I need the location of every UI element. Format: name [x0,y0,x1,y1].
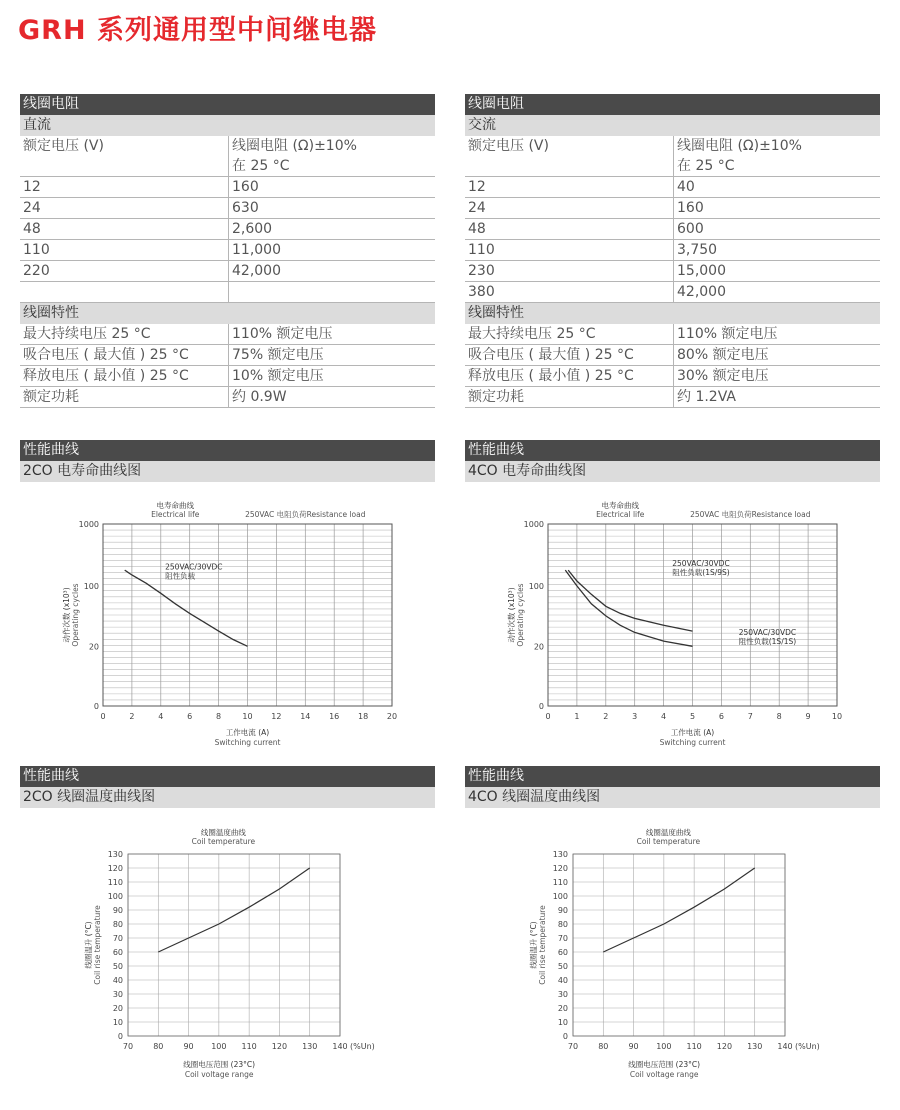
life-chart-2co [50,492,420,754]
x-tick-label: 4 [158,712,164,721]
y-tick-label: 90 [557,906,568,915]
table-row: 额定功耗 约 0.9W [20,387,435,408]
y-tick-label: 20 [112,1004,123,1013]
y-tick-label: 40 [112,976,123,985]
table-row: 释放电压 ( 最小值 ) 25 °C 30% 额定电压 [465,366,880,387]
x-axis-label-en: Switching current [659,738,726,747]
y-tick-label: 20 [88,642,99,652]
x-tick-label: 2 [129,712,135,721]
col-head-voltage: 额定电压 (V) [20,136,229,177]
table-row: 24 160 [465,198,880,219]
ac-resistance-table [465,136,880,303]
page-title: GRH 系列通用型中间继电器 [18,15,377,46]
chart-subtitle: Electrical life [596,510,645,519]
x-tick-label: 130 [747,1042,763,1051]
y-tick-label: 10 [112,1018,123,1027]
ac-coil-subheader: 交流 [465,115,880,136]
series-line [125,570,248,646]
table-row: 230 15,000 [465,261,880,282]
chart-title: 线圈温度曲线 [200,828,246,837]
y-axis-label: 动作次数 (x10³) [62,587,71,643]
y-tick-label: 80 [112,920,123,929]
y-tick-label: 120 [552,864,568,873]
y-tick-label: 100 [107,892,123,901]
x-tick-label: 120 [716,1042,733,1051]
y-tick-label: 1000 [78,520,99,529]
x-tick-label: 4 [661,712,667,721]
temp4-title: 4CO 线圈温度曲线图 [465,787,880,808]
series-line [565,570,692,646]
x-tick-label: 0 [545,712,551,721]
col-head-voltage: 额定电压 (V) [465,136,674,177]
x-tick-label: 3 [632,712,638,721]
x-tick-label: 90 [183,1042,194,1051]
y-tick-label: 130 [552,850,568,859]
x-tick-label: 80 [153,1042,164,1051]
x-tick-label: 80 [598,1042,609,1051]
plot-frame [128,854,340,1036]
x-axis-label: 线圈电压范围 (23°C) [628,1060,701,1069]
series-label: 250VAC/30VDC 阻性负载 [165,562,223,581]
x-axis-label-en: Coil voltage range [184,1070,254,1079]
table-row: 最大持续电压 25 °C 110% 额定电压 [20,324,435,345]
x-tick-label: 100 [211,1042,227,1051]
table-row [20,282,435,303]
x-tick-label: 110 [686,1042,702,1051]
x-tick-label: 10 [242,712,253,721]
x-tick-label: 100 [656,1042,672,1051]
x-tick-label: 120 [271,1042,288,1051]
y-tick-label: 30 [557,990,568,999]
x-tick-label: 14 [300,712,311,721]
table-row [20,136,435,177]
curve-header: 性能曲线 [465,766,880,787]
y-tick-label: 110 [107,878,123,887]
x-tick-label: 6 [718,712,724,721]
table-row: 12 40 [465,177,880,198]
table-row: 380 42,000 [465,282,880,303]
y-tick-label: 100 [83,581,99,591]
y-tick-label: 0 [538,702,544,711]
table-row [465,136,880,177]
x-tick-label: 70 [567,1042,579,1051]
y-tick-label: 0 [562,1032,568,1041]
y-axis-label-en: Coil rise temperature [93,905,102,985]
chart-subtitle: Coil temperature [191,837,256,846]
life2-title: 2CO 电寿命曲线图 [20,461,435,482]
y-axis-label: 线圈温升 (°C) [529,921,538,969]
table-row: 12 160 [20,177,435,198]
y-tick-label: 70 [112,934,123,943]
x-tick-label: 8 [776,712,782,721]
chart-subtitle: Coil temperature [636,837,701,846]
y-tick-label: 110 [552,878,568,887]
x-axis-label: 工作电流 (A) [670,728,715,737]
x-tick-label: 7 [747,712,753,721]
y-tick-label: 40 [557,976,568,985]
x-tick-label: 16 [329,712,340,721]
table-row: 220 42,000 [20,261,435,282]
x-tick-label: 140 [777,1042,793,1051]
table-row: 最大持续电压 25 °C 110% 额定电压 [465,324,880,345]
dc-char-table [20,324,435,408]
dc-coil-subheader: 直流 [20,115,435,136]
life4-section [465,440,880,482]
ac-coil-header: 线圈电阻 [465,94,880,115]
chart-subtitle: Electrical life [151,510,200,519]
temp2-title: 2CO 线圈温度曲线图 [20,787,435,808]
x-tick-label: 20 [386,712,398,721]
dc-coil-header: 线圈电阻 [20,94,435,115]
x-tick-label: 5 [689,712,696,721]
y-tick-label: 20 [557,1004,568,1013]
x-tick-label: 110 [241,1042,257,1051]
y-tick-label: 1000 [523,520,544,529]
y-tick-label: 80 [557,920,568,929]
y-tick-label: 70 [557,934,568,943]
ac-char-header: 线圈特性 [465,303,880,324]
x-tick-label: 1 [574,712,580,721]
temp4-section [465,766,880,808]
dc-char-header: 线圈特性 [20,303,435,324]
chart-note: 250VAC 电阻负荷Resistance load [245,510,366,519]
curve-header: 性能曲线 [465,440,880,461]
x-tick-label: 6 [187,712,193,721]
x-axis-label-en: Coil voltage range [629,1070,699,1079]
chart-title: 电寿命曲线 [156,501,194,510]
y-tick-label: 90 [112,906,123,915]
y-tick-label: 30 [112,990,123,999]
dc-resistance-table [20,136,435,303]
y-tick-label: 50 [112,962,123,971]
life-chart-4co [495,492,865,754]
series-line [568,570,692,631]
x-axis-label-en: Switching current [214,738,281,747]
y-tick-label: 10 [557,1018,568,1027]
x-tick-label: 9 [805,712,811,721]
x-tick-label: 140 [332,1042,348,1051]
chart-note: 250VAC 电阻负荷Resistance load [690,510,811,519]
col-head-resistance: 线圈电阻 (Ω)±10% 在 25 °C [229,136,436,177]
table-row: 24 630 [20,198,435,219]
plot-frame [573,854,785,1036]
y-axis-label: 动作次数 (x10³) [507,587,516,643]
dc-coil-section [20,94,435,408]
temp-chart-4co [515,822,835,1084]
ac-coil-section [465,94,880,408]
x-tick-label: 90 [628,1042,639,1051]
temp2-section [20,766,435,808]
x-axis-label: 工作电流 (A) [225,728,270,737]
table-row: 额定功耗 约 1.2VA [465,387,880,408]
table-row: 吸合电压 ( 最大值 ) 25 °C 75% 额定电压 [20,345,435,366]
x-tick-label: 130 [302,1042,318,1051]
x-axis-label: 线圈电压范围 (23°C) [183,1060,256,1069]
x-unit-label: (%Un) [795,1042,820,1051]
x-tick-label: 10 [831,712,843,721]
life4-title: 4CO 电寿命曲线图 [465,461,880,482]
x-tick-label: 2 [603,712,609,721]
x-tick-label: 70 [122,1042,134,1051]
y-axis-label-en: Operating cycles [516,583,525,647]
chart-title: 线圈温度曲线 [645,828,691,837]
chart-title: 电寿命曲线 [601,501,639,510]
y-tick-label: 0 [93,702,99,711]
y-tick-label: 130 [107,850,123,859]
table-row: 110 11,000 [20,240,435,261]
y-tick-label: 0 [117,1032,123,1041]
table-row: 释放电压 ( 最小值 ) 25 °C 10% 额定电压 [20,366,435,387]
table-row: 110 3,750 [465,240,880,261]
curve-header: 性能曲线 [20,440,435,461]
temp-chart-2co [70,822,390,1084]
y-axis-label-en: Coil rise temperature [538,905,547,985]
y-tick-label: 60 [112,948,123,957]
series-label: 250VAC/30VDC 阻性负载(1S/9S) [672,558,730,577]
x-tick-label: 18 [358,712,369,721]
y-tick-label: 60 [557,948,568,957]
life2-section [20,440,435,482]
curve-header: 性能曲线 [20,766,435,787]
y-tick-label: 100 [528,581,544,591]
table-row: 吸合电压 ( 最大值 ) 25 °C 80% 额定电压 [465,345,880,366]
table-row: 48 2,600 [20,219,435,240]
x-tick-label: 8 [216,712,222,721]
ac-char-table [465,324,880,408]
x-unit-label: (%Un) [350,1042,375,1051]
series-label: 250VAC/30VDC 阻性负载(1S/1S) [738,628,797,647]
x-tick-label: 0 [100,712,106,721]
y-tick-label: 20 [533,642,544,652]
table-row: 48 600 [465,219,880,240]
y-tick-label: 50 [557,962,568,971]
x-tick-label: 12 [271,712,282,721]
y-axis-label-en: Operating cycles [71,583,80,647]
y-tick-label: 100 [552,892,568,901]
y-tick-label: 120 [107,864,123,873]
col-head-resistance: 线圈电阻 (Ω)±10% 在 25 °C [674,136,881,177]
y-axis-label: 线圈温升 (°C) [84,921,93,969]
